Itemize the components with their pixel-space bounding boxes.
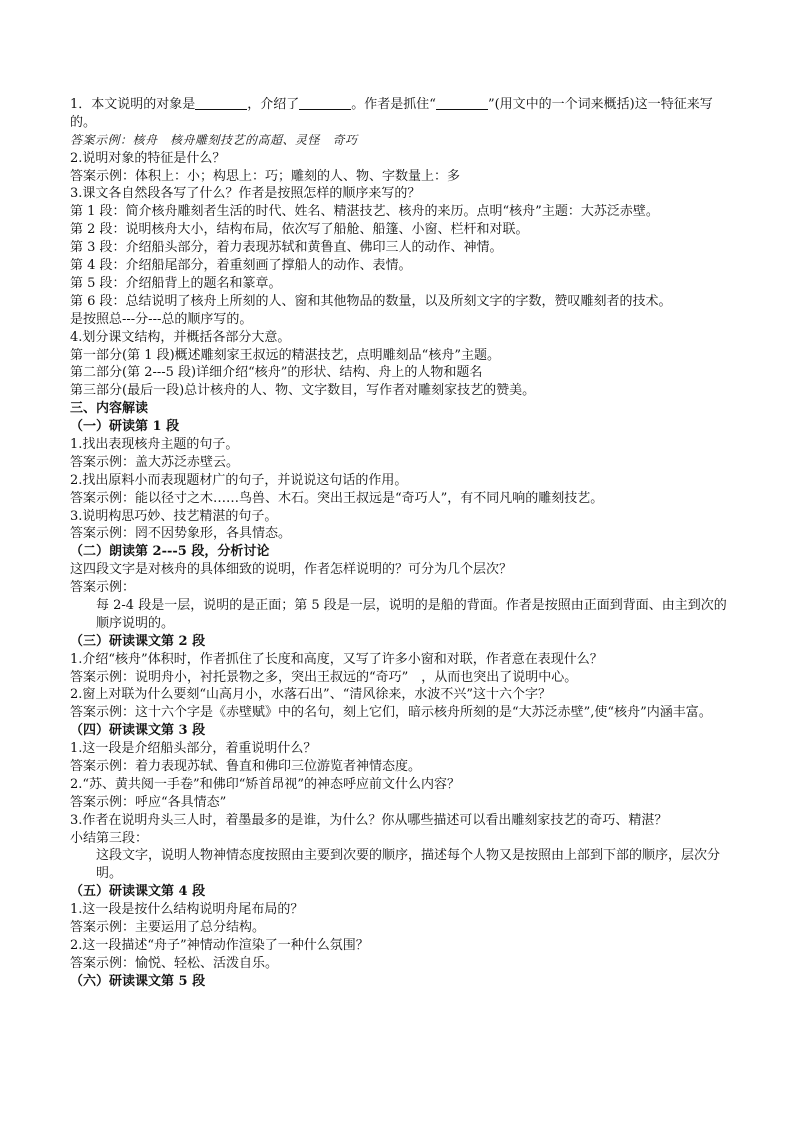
text-line: 第 1 段：简介核舟雕刻者生活的时代、姓名、精湛技艺、核舟的来历。点明“核舟”主题：大苏泛赤壁。 [70, 204, 659, 220]
text-line: 答案示例：主要运用了总分结构。 [70, 920, 266, 936]
text-line: 答案示例：着力表现苏轼、鲁直和佛印三位游览者神情态度。 [70, 759, 422, 775]
section-heading: 三、内容解读 [70, 401, 149, 417]
question-1-text-3: 。作者是抓住“ [351, 97, 436, 112]
text-line: 答案示例： [70, 580, 136, 596]
text-line: 4.划分课文结构，并概括各部分大意。 [70, 329, 291, 345]
text-line: 答案示例：呼应“各具情态” [70, 794, 227, 810]
text-line: 答案示例：罔不因势象形，各具情态。 [70, 526, 292, 542]
document-page [70, 96, 730, 991]
text-line: 第 5 段：介绍船背上的题名和篆章。 [70, 275, 282, 291]
text-line: 2.找出原料小而表现题材广的句子，并说说这句话的作用。 [70, 472, 408, 488]
text-line: 第 6 段：总结说明了核舟上所刻的人、窗和其他物品的数量，以及所刻文字的字数，赞叹雕刻者的技术。 [70, 293, 672, 309]
text-line: 第 4 段：介绍船尾部分，着重刻画了撑船人的动作、表情。 [70, 258, 412, 274]
text-line: 答案示例：愉悦、轻松、活泼自乐。 [70, 955, 279, 971]
question-1-text: 1．本文说明的对象是 [70, 97, 196, 112]
text-line: 2.“苏、黄共阅一手卷”和佛印“矫首昂视”的神态呼应前文什么内容？ [70, 776, 460, 792]
text-line: 第一部分(第 1 段)概述雕刻家王叔远的精湛技艺，点明雕刻品“核舟”主题。 [70, 347, 500, 363]
paragraph: 这段文字，说明人物神情态度按照由主要到次要的顺序，描述每个人物又是按照由上部到下部的顺序，层次分明。 [96, 848, 721, 882]
text-line: 这四段文字是对核舟的具体细致的说明，作者怎样说明的？可分为几个层次？ [70, 562, 513, 578]
text-line: 答案示例：盖大苏泛赤壁云。 [70, 454, 240, 470]
text-line: 第 3 段：介绍船头部分，着力表现苏轼和黄鲁直、佛印三人的动作、神情。 [70, 240, 503, 256]
text-line: 答案示例：体积上：小；构思上：巧；雕刻的人、物、字数量上：多 [70, 168, 461, 184]
question-1-text-2: ，介绍了 [247, 97, 300, 112]
blank-1 [195, 97, 247, 110]
text-line: 答案示例：说明舟小，衬托景物之多，突出王叔远的“奇巧” ，从而也突出了说明中心。 [70, 669, 578, 685]
answer-line: 答案示例：核舟 核舟雕刻技艺的高超、灵怪 奇巧 [70, 132, 358, 147]
text-line: 3.课文各自然段各写了什么？作者是按照怎样的顺序来写的？ [70, 186, 421, 202]
text-line: 1.这一段是介绍船头部分，着重说明什么？ [70, 741, 317, 757]
text-line: 答案示例：能以径寸之木……鸟兽、木石。突出王叔远是“奇巧人”，有不同凡响的雕刻技艺。 [70, 490, 604, 506]
text-line: 第二部分(第 2---5 段)详细介绍“核舟”的形状、结构、舟上的人物和题名 [70, 365, 483, 381]
text-line: 3.作者在说明舟头三人时，着墨最多的是谁，为什么？你从哪些描述可以看出雕刻家技艺的奇巧、精湛？ [70, 812, 668, 828]
text-line: 2.说明对象的特征是什么？ [70, 150, 226, 166]
text-line: 1.介绍“核舟”体积时，作者抓住了长度和高度，又写了许多小窗和对联，作者意在表现什么？ [70, 651, 603, 667]
question-1-text-4: ”(用文中的一个词来概括)这一特征来写的。 [70, 97, 713, 130]
subsection-heading: （四）研读课文第 3 段 [70, 723, 206, 739]
text-line: 第 2 段：说明核舟大小，结构布局，依次写了船舱、船篷、小窗、栏杆和对联。 [70, 222, 529, 238]
text-line: 小结第三段： [70, 830, 149, 846]
text-line: 1.找出表现核舟主题的句子。 [70, 436, 239, 452]
text-line: 3.说明构思巧妙、技艺精湛的句子。 [70, 508, 278, 524]
text-line: 是按照总---分---总的顺序写的。 [70, 311, 253, 327]
subsection-heading: （五）研读课文第 4 段 [70, 884, 206, 900]
blank-2 [299, 97, 351, 110]
subsection-heading: （六）研读课文第 5 段 [70, 973, 206, 989]
subsection-heading: （一）研读第 1 段 [70, 419, 180, 435]
subsection-heading: （三）研读课文第 2 段 [70, 633, 206, 649]
text-line: 2.这一段描述“舟子”神情动作渲染了一种什么氛围？ [70, 937, 369, 953]
text-line: 1.这一段是按什么结构说明舟尾布局的？ [70, 902, 304, 918]
text-line: 第三部分(最后一段)总计核舟的人、物、文字数目，写作者对雕刻家技艺的赞美。 [70, 383, 536, 399]
text-line: 2.窗上对联为什么要刻“山高月小，水落石出”、“清风徐来，水波不兴”这十六个字？ [70, 687, 551, 703]
paragraph: 每 2-4 段是一层，说明的是正面；第 5 段是一层，说明的是船的背面。作者是按照由正面到背面、由主到次的顺序说明的。 [96, 597, 727, 631]
question-1 [70, 96, 730, 132]
subsection-heading: （二）朗读第 2---5 段，分析讨论 [70, 544, 270, 560]
text-line: 答案示例：这十六个字是《赤壁赋》中的名句，刻上它们，暗示核舟所刻的是“大苏泛赤壁”,使“核舟”内涵丰富。 [70, 705, 712, 721]
blank-3 [436, 97, 488, 110]
